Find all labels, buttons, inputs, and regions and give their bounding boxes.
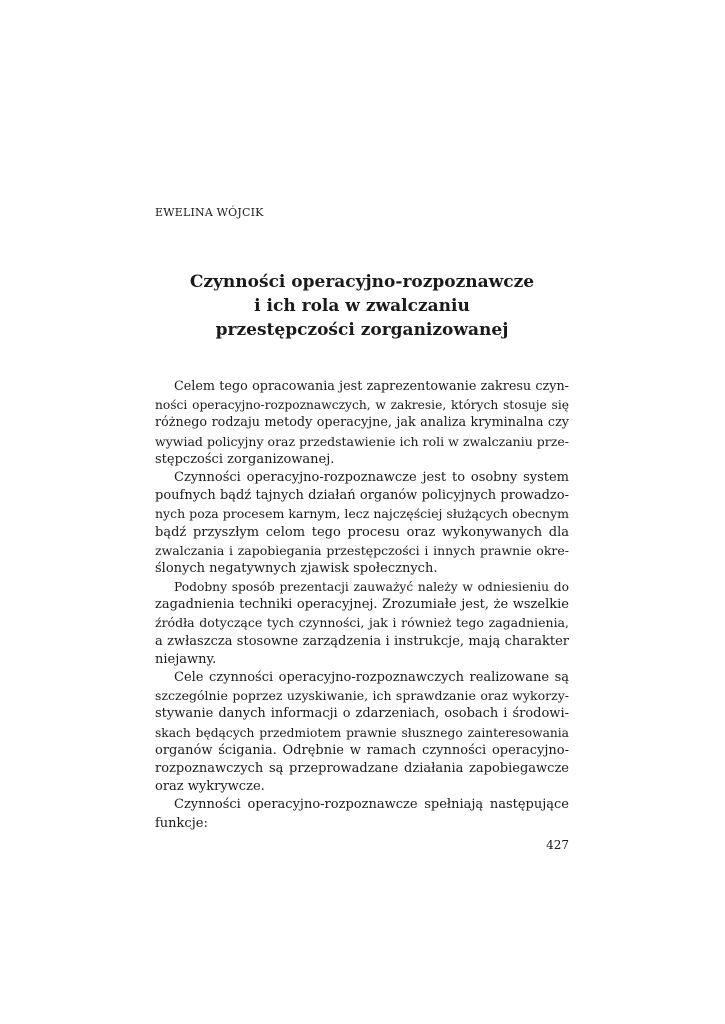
body-line: Celem tego opracowania jest zaprezentowanie zakresu czyn- xyxy=(174,379,569,394)
body-line: niejawny. xyxy=(155,651,217,667)
body-line: Czynności operacyjno-rozpoznawcze spełniają następujące xyxy=(174,797,569,813)
body-line: stępczości zorganizowanej. xyxy=(155,451,335,467)
body-line: Czynności operacyjno-rozpoznawcze jest to osobny system xyxy=(174,469,569,485)
body-line: ności operacyjno-rozpoznawczych, w zakresie, których stosuje się xyxy=(155,398,569,413)
body-line: szczególnie poprzez uzyskiwanie, ich sprawdzanie oraz wykorzy- xyxy=(155,688,569,704)
body-line: poufnych bądź tajnych działań organów policyjnych prowadzo- xyxy=(155,488,569,504)
body-line: zwalczania i zapobiegania przestępczości i innych prawnie okre- xyxy=(155,542,569,558)
body-line: oraz wykrywcze. xyxy=(155,779,265,795)
body-line: nych poza procesem karnym, lecz najczęściej służących obecnym xyxy=(155,506,569,522)
body-line: a zwłaszcza stosowne zarządzenia i instrukcje, mają charakter xyxy=(155,633,569,649)
body-line: różnego rodzaju metody operacyjne, jak analiza kryminalna czy xyxy=(155,415,569,431)
title-line: i ich rola w zwalczaniu xyxy=(254,296,470,316)
body-line: ślonych negatywnych zjawisk społecznych. xyxy=(155,560,438,576)
author-name: EWELINA WÓJCIK xyxy=(155,206,264,219)
body-line: bądź przyszłym celom tego procesu oraz wykonywanych dla xyxy=(155,524,569,540)
body-line: skach będących przedmiotem prawnie słusznego zainteresowania xyxy=(155,725,569,740)
body-line: Cele czynności operacyjno-rozpoznawczych realizowane są xyxy=(174,670,569,685)
body-line: zagadnienia techniki operacyjnej. Zrozumiałe jest, że wszelkie xyxy=(155,597,569,613)
body-line: organów ścigania. Odrębnie w ramach czynności operacyjno- xyxy=(155,742,569,758)
body-line: wywiad policyjny oraz przedstawienie ich roli w zwalczaniu prze- xyxy=(155,433,569,449)
body-line: funkcje: xyxy=(155,815,208,831)
article-body xyxy=(155,378,569,833)
body-line: stywanie danych informacji o zdarzeniach, osobach i środowi- xyxy=(155,706,569,722)
article-title xyxy=(155,270,569,342)
page-number: 427 xyxy=(546,838,569,852)
title-line: przestępczości zorganizowanej xyxy=(215,320,509,340)
title-line: Czynności operacyjno-rozpoznawcze xyxy=(189,272,535,292)
body-line: źródła dotyczące tych czynności, jak i również tego zagadnienia, xyxy=(155,615,569,631)
body-line: Podobny sposób prezentacji zauważyć należy w odniesieniu do xyxy=(174,580,569,595)
body-line: rozpoznawczych są przeprowadzane działania zapobiegawcze xyxy=(155,760,569,776)
